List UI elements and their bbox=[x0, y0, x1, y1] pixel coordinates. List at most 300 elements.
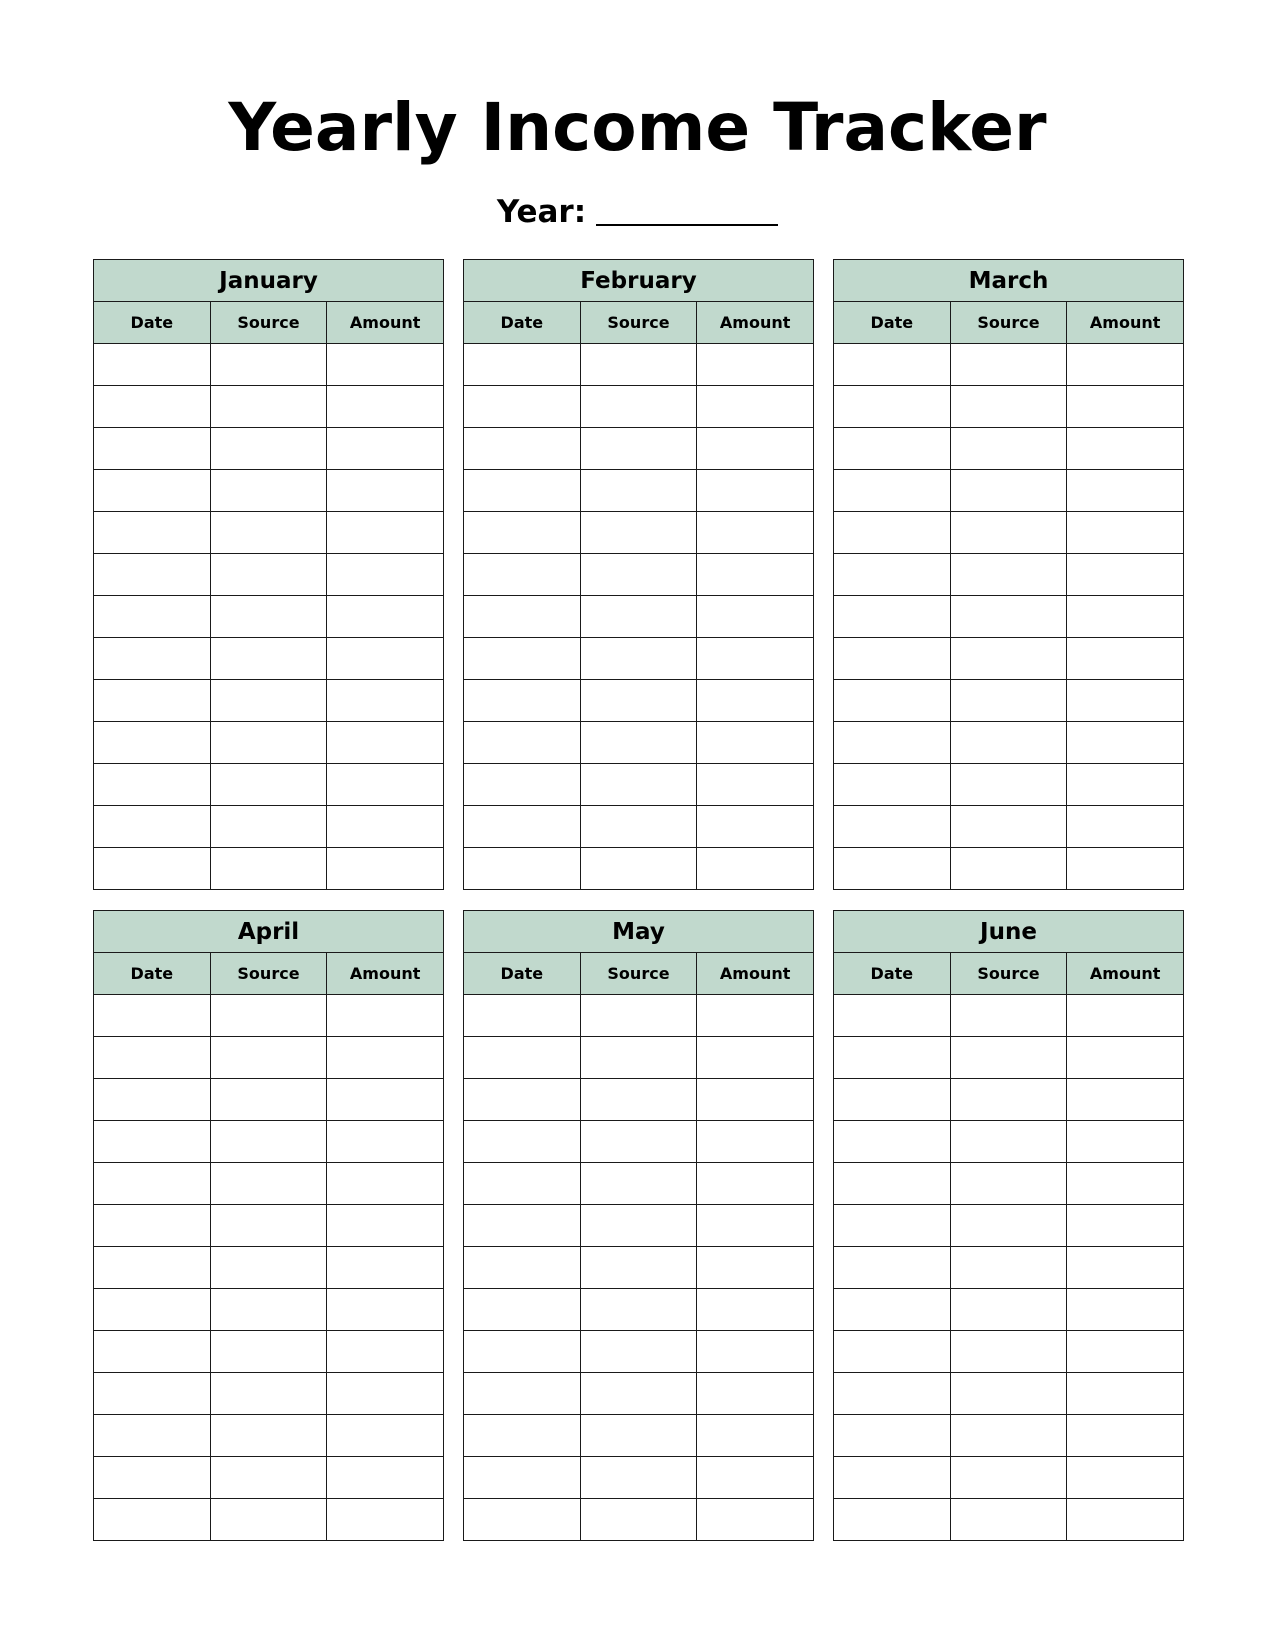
column-header-amount: Amount bbox=[327, 953, 444, 995]
source-cell[interactable] bbox=[210, 848, 327, 890]
source-cell[interactable] bbox=[580, 554, 697, 596]
amount-cell[interactable] bbox=[327, 554, 444, 596]
column-header-source: Source bbox=[950, 953, 1067, 995]
source-cell[interactable] bbox=[950, 1499, 1067, 1541]
table-row bbox=[464, 386, 814, 428]
date-cell[interactable] bbox=[834, 722, 951, 764]
date-cell[interactable] bbox=[94, 512, 211, 554]
date-cell[interactable] bbox=[464, 1331, 581, 1373]
source-cell[interactable] bbox=[950, 806, 1067, 848]
source-cell[interactable] bbox=[950, 386, 1067, 428]
date-cell[interactable] bbox=[834, 1163, 951, 1205]
source-cell[interactable] bbox=[210, 1121, 327, 1163]
amount-cell[interactable] bbox=[327, 512, 444, 554]
column-header-amount: Amount bbox=[327, 302, 444, 344]
amount-cell[interactable] bbox=[327, 638, 444, 680]
date-cell[interactable] bbox=[834, 1289, 951, 1331]
column-header-date: Date bbox=[464, 953, 581, 995]
table-row bbox=[94, 1289, 444, 1331]
amount-cell[interactable] bbox=[327, 1037, 444, 1079]
date-cell[interactable] bbox=[464, 995, 581, 1037]
source-cell[interactable] bbox=[210, 344, 327, 386]
source-cell[interactable] bbox=[580, 638, 697, 680]
amount-cell[interactable] bbox=[327, 1457, 444, 1499]
source-cell[interactable] bbox=[210, 764, 327, 806]
source-cell[interactable] bbox=[950, 1037, 1067, 1079]
amount-cell[interactable] bbox=[1067, 638, 1184, 680]
amount-cell[interactable] bbox=[327, 1373, 444, 1415]
date-cell[interactable] bbox=[834, 806, 951, 848]
column-header-source: Source bbox=[580, 953, 697, 995]
source-cell[interactable] bbox=[580, 470, 697, 512]
date-cell[interactable] bbox=[834, 764, 951, 806]
table-row bbox=[834, 806, 1184, 848]
amount-cell[interactable] bbox=[1067, 722, 1184, 764]
table-row bbox=[464, 1079, 814, 1121]
table-row bbox=[834, 386, 1184, 428]
amount-cell[interactable] bbox=[327, 848, 444, 890]
source-cell[interactable] bbox=[580, 1163, 697, 1205]
source-cell[interactable] bbox=[950, 1121, 1067, 1163]
amount-cell[interactable] bbox=[697, 1331, 814, 1373]
table-row bbox=[464, 596, 814, 638]
source-cell[interactable] bbox=[580, 1457, 697, 1499]
source-cell[interactable] bbox=[950, 1289, 1067, 1331]
date-cell[interactable] bbox=[834, 386, 951, 428]
date-cell[interactable] bbox=[464, 1247, 581, 1289]
amount-cell[interactable] bbox=[697, 806, 814, 848]
amount-cell[interactable] bbox=[697, 1373, 814, 1415]
year-label: Year: bbox=[496, 194, 587, 230]
source-cell[interactable] bbox=[210, 1331, 327, 1373]
source-cell[interactable] bbox=[950, 722, 1067, 764]
date-cell[interactable] bbox=[464, 596, 581, 638]
source-cell[interactable] bbox=[580, 1205, 697, 1247]
source-cell[interactable] bbox=[580, 1331, 697, 1373]
source-cell[interactable] bbox=[950, 344, 1067, 386]
source-cell[interactable] bbox=[210, 806, 327, 848]
date-cell[interactable] bbox=[834, 1205, 951, 1247]
table-row bbox=[464, 1037, 814, 1079]
date-cell[interactable] bbox=[464, 722, 581, 764]
source-cell[interactable] bbox=[580, 1373, 697, 1415]
table-row bbox=[464, 1415, 814, 1457]
source-cell[interactable] bbox=[950, 428, 1067, 470]
amount-cell[interactable] bbox=[327, 470, 444, 512]
amount-cell[interactable] bbox=[1067, 1457, 1184, 1499]
source-cell[interactable] bbox=[950, 1373, 1067, 1415]
amount-cell[interactable] bbox=[327, 1121, 444, 1163]
amount-cell[interactable] bbox=[1067, 806, 1184, 848]
amount-cell[interactable] bbox=[1067, 1331, 1184, 1373]
table-row bbox=[94, 722, 444, 764]
column-header-source: Source bbox=[950, 302, 1067, 344]
date-cell[interactable] bbox=[94, 995, 211, 1037]
source-cell[interactable] bbox=[580, 1415, 697, 1457]
amount-cell[interactable] bbox=[327, 680, 444, 722]
source-cell[interactable] bbox=[210, 1037, 327, 1079]
amount-cell[interactable] bbox=[1067, 1289, 1184, 1331]
source-cell[interactable] bbox=[580, 1037, 697, 1079]
source-cell[interactable] bbox=[210, 1079, 327, 1121]
column-header-date: Date bbox=[94, 953, 211, 995]
source-cell[interactable] bbox=[580, 848, 697, 890]
date-cell[interactable] bbox=[94, 1205, 211, 1247]
month-table-january bbox=[93, 259, 444, 890]
amount-cell[interactable] bbox=[697, 995, 814, 1037]
amount-cell[interactable] bbox=[697, 344, 814, 386]
source-cell[interactable] bbox=[210, 1457, 327, 1499]
amount-cell[interactable] bbox=[327, 596, 444, 638]
date-cell[interactable] bbox=[834, 1121, 951, 1163]
amount-cell[interactable] bbox=[1067, 554, 1184, 596]
table-row bbox=[464, 680, 814, 722]
source-cell[interactable] bbox=[210, 638, 327, 680]
amount-cell[interactable] bbox=[1067, 1163, 1184, 1205]
amount-cell[interactable] bbox=[327, 806, 444, 848]
date-cell[interactable] bbox=[834, 1373, 951, 1415]
month-name: June bbox=[834, 911, 1184, 953]
table-row bbox=[464, 1205, 814, 1247]
date-cell[interactable] bbox=[464, 764, 581, 806]
date-cell[interactable] bbox=[94, 1331, 211, 1373]
source-cell[interactable] bbox=[950, 596, 1067, 638]
column-header-date: Date bbox=[464, 302, 581, 344]
amount-cell[interactable] bbox=[697, 1289, 814, 1331]
amount-cell[interactable] bbox=[697, 470, 814, 512]
amount-cell[interactable] bbox=[1067, 596, 1184, 638]
date-cell[interactable] bbox=[834, 1037, 951, 1079]
source-cell[interactable] bbox=[210, 722, 327, 764]
date-cell[interactable] bbox=[834, 1499, 951, 1541]
amount-cell[interactable] bbox=[697, 386, 814, 428]
source-cell[interactable] bbox=[950, 554, 1067, 596]
table-row bbox=[464, 1499, 814, 1541]
date-cell[interactable] bbox=[834, 512, 951, 554]
column-header-date: Date bbox=[834, 953, 951, 995]
date-cell[interactable] bbox=[464, 470, 581, 512]
date-cell[interactable] bbox=[464, 386, 581, 428]
date-cell[interactable] bbox=[94, 1415, 211, 1457]
table-row bbox=[834, 995, 1184, 1037]
date-cell[interactable] bbox=[834, 596, 951, 638]
table-row bbox=[834, 344, 1184, 386]
table-row bbox=[94, 1457, 444, 1499]
date-cell[interactable] bbox=[464, 428, 581, 470]
source-cell[interactable] bbox=[580, 1247, 697, 1289]
table-row bbox=[834, 1163, 1184, 1205]
source-cell[interactable] bbox=[950, 848, 1067, 890]
amount-cell[interactable] bbox=[697, 1121, 814, 1163]
date-cell[interactable] bbox=[94, 554, 211, 596]
date-cell[interactable] bbox=[464, 806, 581, 848]
source-cell[interactable] bbox=[210, 995, 327, 1037]
date-cell[interactable] bbox=[464, 638, 581, 680]
amount-cell[interactable] bbox=[1067, 470, 1184, 512]
amount-cell[interactable] bbox=[697, 1247, 814, 1289]
source-cell[interactable] bbox=[210, 428, 327, 470]
source-cell[interactable] bbox=[210, 1373, 327, 1415]
date-cell[interactable] bbox=[464, 1163, 581, 1205]
date-cell[interactable] bbox=[94, 638, 211, 680]
date-cell[interactable] bbox=[834, 995, 951, 1037]
amount-cell[interactable] bbox=[327, 344, 444, 386]
amount-cell[interactable] bbox=[697, 1079, 814, 1121]
month-table-may bbox=[463, 910, 814, 1541]
amount-cell[interactable] bbox=[327, 1079, 444, 1121]
month-name: February bbox=[464, 260, 814, 302]
source-cell[interactable] bbox=[580, 596, 697, 638]
amount-cell[interactable] bbox=[327, 386, 444, 428]
table-row bbox=[834, 680, 1184, 722]
date-cell[interactable] bbox=[834, 1457, 951, 1499]
table-row bbox=[94, 1205, 444, 1247]
date-cell[interactable] bbox=[464, 1079, 581, 1121]
amount-cell[interactable] bbox=[327, 764, 444, 806]
source-cell[interactable] bbox=[580, 1499, 697, 1541]
source-cell[interactable] bbox=[950, 1415, 1067, 1457]
amount-cell[interactable] bbox=[327, 1163, 444, 1205]
amount-cell[interactable] bbox=[1067, 1121, 1184, 1163]
amount-cell[interactable] bbox=[1067, 1247, 1184, 1289]
amount-cell[interactable] bbox=[1067, 1499, 1184, 1541]
date-cell[interactable] bbox=[94, 1289, 211, 1331]
amount-cell[interactable] bbox=[1067, 995, 1184, 1037]
source-cell[interactable] bbox=[580, 1079, 697, 1121]
date-cell[interactable] bbox=[94, 680, 211, 722]
table-row bbox=[464, 512, 814, 554]
month-table-april bbox=[93, 910, 444, 1541]
date-cell[interactable] bbox=[834, 554, 951, 596]
date-cell[interactable] bbox=[94, 428, 211, 470]
table-row bbox=[464, 1247, 814, 1289]
source-cell[interactable] bbox=[950, 1205, 1067, 1247]
amount-cell[interactable] bbox=[1067, 1373, 1184, 1415]
amount-cell[interactable] bbox=[697, 1499, 814, 1541]
amount-cell[interactable] bbox=[1067, 512, 1184, 554]
amount-cell[interactable] bbox=[697, 1037, 814, 1079]
amount-cell[interactable] bbox=[327, 1205, 444, 1247]
column-header-source: Source bbox=[210, 302, 327, 344]
amount-cell[interactable] bbox=[327, 1331, 444, 1373]
date-cell[interactable] bbox=[834, 1079, 951, 1121]
source-cell[interactable] bbox=[580, 722, 697, 764]
table-row bbox=[464, 1289, 814, 1331]
source-cell[interactable] bbox=[210, 1499, 327, 1541]
amount-cell[interactable] bbox=[697, 1205, 814, 1247]
date-cell[interactable] bbox=[94, 596, 211, 638]
amount-cell[interactable] bbox=[697, 722, 814, 764]
date-cell[interactable] bbox=[94, 1499, 211, 1541]
date-cell[interactable] bbox=[834, 1331, 951, 1373]
date-cell[interactable] bbox=[834, 428, 951, 470]
amount-cell[interactable] bbox=[327, 722, 444, 764]
date-cell[interactable] bbox=[834, 1415, 951, 1457]
date-cell[interactable] bbox=[94, 848, 211, 890]
source-cell[interactable] bbox=[580, 344, 697, 386]
table-row bbox=[834, 1499, 1184, 1541]
date-cell[interactable] bbox=[94, 1163, 211, 1205]
amount-cell[interactable] bbox=[697, 512, 814, 554]
source-cell[interactable] bbox=[210, 470, 327, 512]
source-cell[interactable] bbox=[210, 1205, 327, 1247]
amount-cell[interactable] bbox=[327, 1415, 444, 1457]
date-cell[interactable] bbox=[464, 512, 581, 554]
date-cell[interactable] bbox=[464, 1499, 581, 1541]
date-cell[interactable] bbox=[94, 386, 211, 428]
table-row bbox=[464, 554, 814, 596]
amount-cell[interactable] bbox=[327, 428, 444, 470]
source-cell[interactable] bbox=[950, 470, 1067, 512]
source-cell[interactable] bbox=[210, 680, 327, 722]
source-cell[interactable] bbox=[950, 638, 1067, 680]
date-cell[interactable] bbox=[94, 764, 211, 806]
table-row bbox=[94, 806, 444, 848]
date-cell[interactable] bbox=[94, 1457, 211, 1499]
source-cell[interactable] bbox=[210, 1163, 327, 1205]
date-cell[interactable] bbox=[94, 470, 211, 512]
source-cell[interactable] bbox=[950, 1163, 1067, 1205]
table-row bbox=[834, 1079, 1184, 1121]
source-cell[interactable] bbox=[580, 806, 697, 848]
date-cell[interactable] bbox=[464, 1121, 581, 1163]
date-cell[interactable] bbox=[94, 344, 211, 386]
source-cell[interactable] bbox=[210, 596, 327, 638]
source-cell[interactable] bbox=[950, 1457, 1067, 1499]
table-row bbox=[464, 848, 814, 890]
table-row bbox=[94, 638, 444, 680]
table-row bbox=[834, 428, 1184, 470]
source-cell[interactable] bbox=[950, 764, 1067, 806]
date-cell[interactable] bbox=[834, 344, 951, 386]
date-cell[interactable] bbox=[834, 848, 951, 890]
date-cell[interactable] bbox=[464, 1289, 581, 1331]
source-cell[interactable] bbox=[950, 1331, 1067, 1373]
date-cell[interactable] bbox=[94, 1121, 211, 1163]
date-cell[interactable] bbox=[94, 1079, 211, 1121]
amount-cell[interactable] bbox=[1067, 1415, 1184, 1457]
column-header-amount: Amount bbox=[697, 953, 814, 995]
source-cell[interactable] bbox=[950, 1079, 1067, 1121]
month-table-june bbox=[833, 910, 1184, 1541]
table-row bbox=[834, 722, 1184, 764]
amount-cell[interactable] bbox=[697, 764, 814, 806]
source-cell[interactable] bbox=[210, 554, 327, 596]
date-cell[interactable] bbox=[94, 1247, 211, 1289]
date-cell[interactable] bbox=[94, 806, 211, 848]
table-row bbox=[834, 764, 1184, 806]
amount-cell[interactable] bbox=[1067, 1205, 1184, 1247]
date-cell[interactable] bbox=[464, 1373, 581, 1415]
source-cell[interactable] bbox=[580, 428, 697, 470]
date-cell[interactable] bbox=[464, 344, 581, 386]
source-cell[interactable] bbox=[950, 680, 1067, 722]
table-row bbox=[464, 764, 814, 806]
source-cell[interactable] bbox=[580, 1121, 697, 1163]
source-cell[interactable] bbox=[580, 1289, 697, 1331]
amount-cell[interactable] bbox=[327, 995, 444, 1037]
table-row bbox=[94, 848, 444, 890]
date-cell[interactable] bbox=[464, 1457, 581, 1499]
date-cell[interactable] bbox=[94, 1373, 211, 1415]
source-cell[interactable] bbox=[950, 1247, 1067, 1289]
amount-cell[interactable] bbox=[1067, 680, 1184, 722]
amount-cell[interactable] bbox=[327, 1289, 444, 1331]
amount-cell[interactable] bbox=[1067, 344, 1184, 386]
date-cell[interactable] bbox=[464, 680, 581, 722]
source-cell[interactable] bbox=[580, 512, 697, 554]
date-cell[interactable] bbox=[94, 722, 211, 764]
date-cell[interactable] bbox=[464, 1415, 581, 1457]
amount-cell[interactable] bbox=[697, 638, 814, 680]
table-row bbox=[94, 386, 444, 428]
amount-cell[interactable] bbox=[697, 554, 814, 596]
source-cell[interactable] bbox=[210, 1289, 327, 1331]
column-header-date: Date bbox=[94, 302, 211, 344]
table-row bbox=[94, 344, 444, 386]
date-cell[interactable] bbox=[464, 848, 581, 890]
amount-cell[interactable] bbox=[697, 428, 814, 470]
source-cell[interactable] bbox=[210, 386, 327, 428]
amount-cell[interactable] bbox=[1067, 764, 1184, 806]
source-cell[interactable] bbox=[580, 386, 697, 428]
table-row bbox=[834, 1457, 1184, 1499]
table-row bbox=[94, 428, 444, 470]
amount-cell[interactable] bbox=[1067, 386, 1184, 428]
table-row bbox=[464, 1373, 814, 1415]
source-cell[interactable] bbox=[210, 1415, 327, 1457]
column-header-source: Source bbox=[580, 302, 697, 344]
amount-cell[interactable] bbox=[1067, 428, 1184, 470]
table-row bbox=[834, 1415, 1184, 1457]
source-cell[interactable] bbox=[580, 995, 697, 1037]
amount-cell[interactable] bbox=[697, 848, 814, 890]
year-input-line[interactable] bbox=[596, 196, 778, 226]
date-cell[interactable] bbox=[94, 1037, 211, 1079]
source-cell[interactable] bbox=[580, 680, 697, 722]
amount-cell[interactable] bbox=[697, 1163, 814, 1205]
table-row bbox=[464, 722, 814, 764]
amount-cell[interactable] bbox=[697, 596, 814, 638]
table-row bbox=[834, 596, 1184, 638]
amount-cell[interactable] bbox=[697, 1457, 814, 1499]
date-cell[interactable] bbox=[464, 1037, 581, 1079]
amount-cell[interactable] bbox=[1067, 1079, 1184, 1121]
date-cell[interactable] bbox=[464, 554, 581, 596]
table-row bbox=[834, 1373, 1184, 1415]
table-row bbox=[834, 1037, 1184, 1079]
amount-cell[interactable] bbox=[327, 1499, 444, 1541]
source-cell[interactable] bbox=[950, 995, 1067, 1037]
month-tables-grid bbox=[93, 259, 1183, 1541]
source-cell[interactable] bbox=[210, 1247, 327, 1289]
amount-cell[interactable] bbox=[697, 1415, 814, 1457]
date-cell[interactable] bbox=[834, 470, 951, 512]
source-cell[interactable] bbox=[950, 512, 1067, 554]
amount-cell[interactable] bbox=[697, 680, 814, 722]
date-cell[interactable] bbox=[834, 638, 951, 680]
source-cell[interactable] bbox=[210, 512, 327, 554]
amount-cell[interactable] bbox=[1067, 848, 1184, 890]
amount-cell[interactable] bbox=[1067, 1037, 1184, 1079]
date-cell[interactable] bbox=[464, 1205, 581, 1247]
table-row bbox=[834, 1331, 1184, 1373]
date-cell[interactable] bbox=[834, 680, 951, 722]
amount-cell[interactable] bbox=[327, 1247, 444, 1289]
table-row bbox=[94, 470, 444, 512]
date-cell[interactable] bbox=[834, 1247, 951, 1289]
source-cell[interactable] bbox=[580, 764, 697, 806]
